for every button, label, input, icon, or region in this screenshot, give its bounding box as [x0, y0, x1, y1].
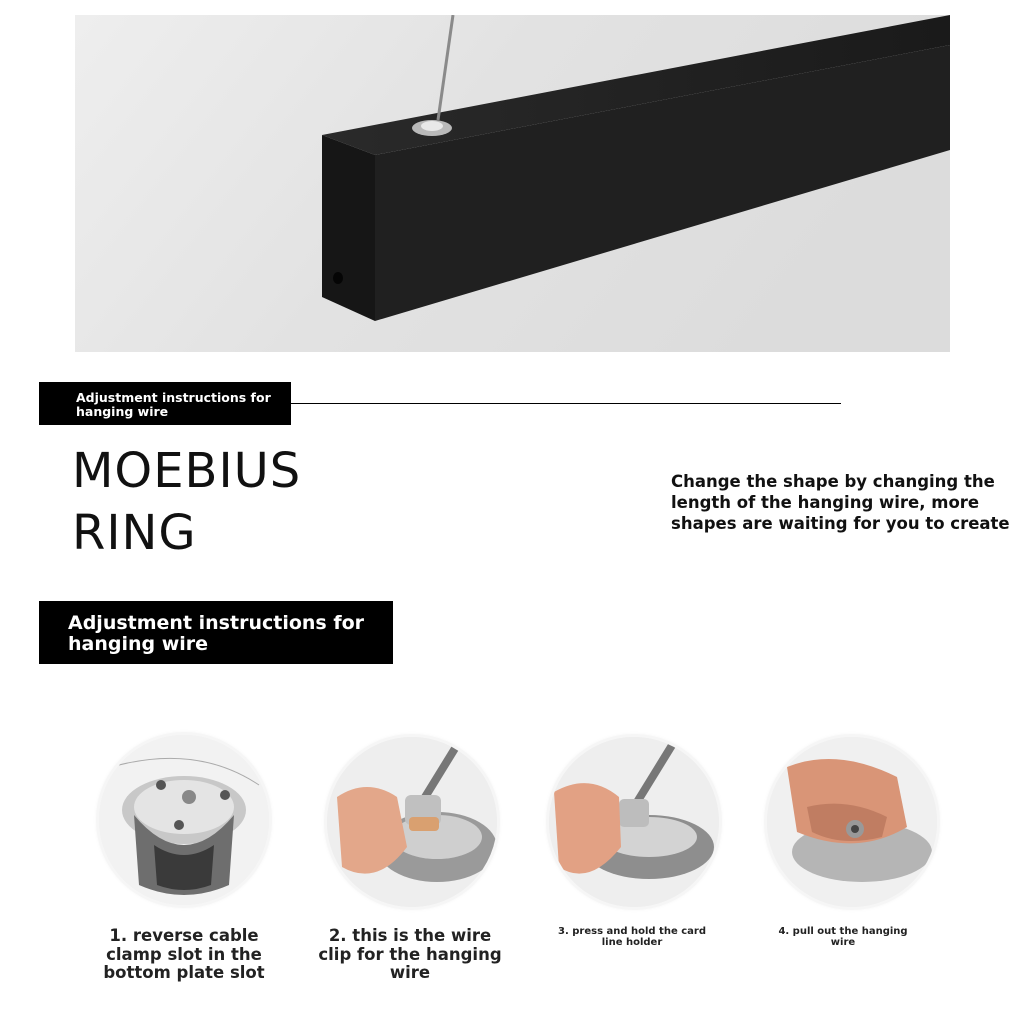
wire-clip-icon — [327, 737, 497, 907]
section-tag — [39, 601, 393, 664]
section-tag-label: Adjustment instructions for hanging wire — [68, 612, 365, 655]
step-3-image — [549, 737, 719, 907]
title-line-2: RING — [72, 505, 197, 561]
pull-wire-icon — [767, 737, 937, 907]
product-title — [72, 440, 402, 564]
lamp-illustration — [75, 15, 950, 352]
header-tag — [39, 382, 291, 425]
step-3-caption: 3. press and hold the card line holder — [558, 926, 706, 948]
divider-line — [291, 403, 841, 404]
header-tag-label: Adjustment instructions for hanging wire — [76, 390, 271, 419]
step-4-image — [767, 737, 937, 907]
step-2-image — [327, 737, 497, 907]
bottom-plate-icon — [99, 735, 269, 905]
step-1-caption: 1. reverse cable clamp slot in the bottom plate slot — [103, 926, 265, 982]
hero-image — [75, 15, 950, 352]
press-holder-icon — [549, 737, 719, 907]
step-4-caption: 4. pull out the hanging wire — [778, 926, 908, 948]
product-description: Change the shape by changing the length of the hanging wire, more shapes are waiting for you to create — [671, 472, 1010, 533]
title-line-1: MOEBIUS — [72, 443, 302, 499]
step-2-caption: 2. this is the wire clip for the hanging wire — [318, 926, 502, 982]
step-1-image — [99, 735, 269, 905]
